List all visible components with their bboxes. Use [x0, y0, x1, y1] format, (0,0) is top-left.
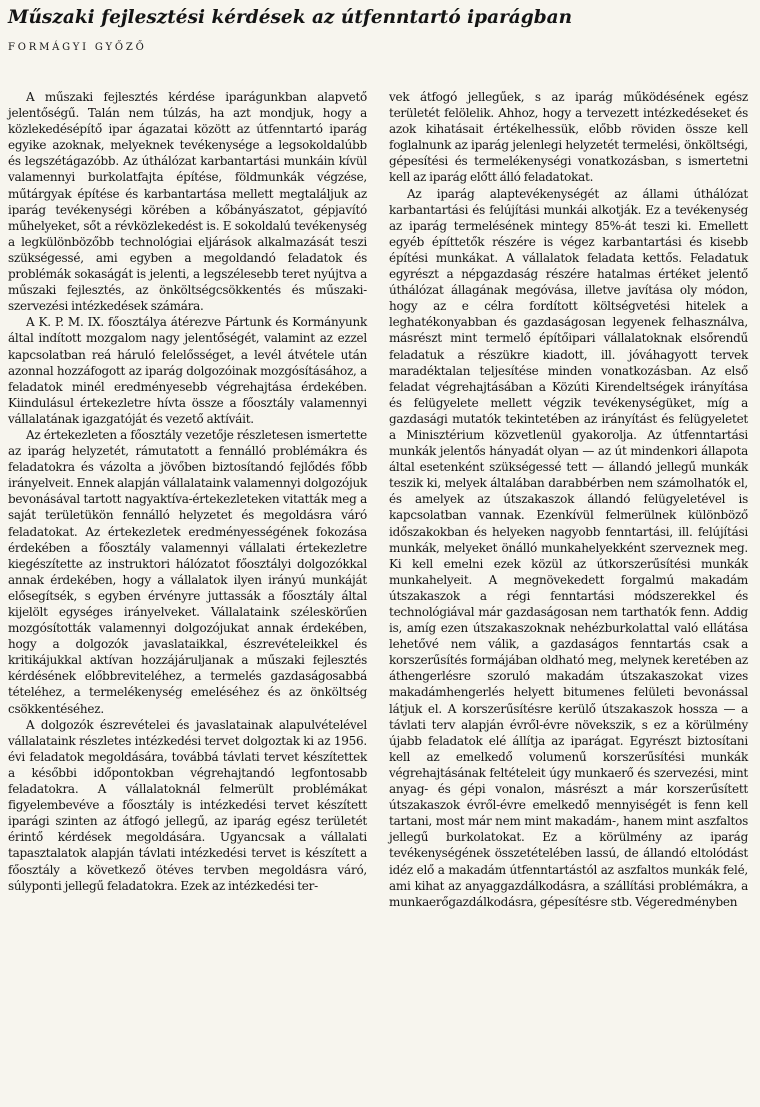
- paragraph: vek átfogó jellegűek, s az iparág működésének egész területét felölelik. Ahhoz, hogy a tervezett intézkedéseket és azok kihatásait értékelhessük, előbb röviden össze kell foglalnunk az iparág jelenlegi helyzetét termelési, önköltségi, gépesítési és termelékenységi vonatkozásban, s ismertetni kell az iparág előtt álló feladatokat.: [389, 90, 748, 185]
- left-column: [8, 89, 367, 910]
- paragraph: Az iparág alaptevékenységét az állami úthálózat karbantartási és felújítási munkái alkotják. Ez a tevékenység az iparág termelésének mintegy 85%-át teszi ki. Emellett egyéb építtetők részére is végez karbantartási és kisebb építési munkákat. A vállalatok feladata kettős. Feladatuk egyrészt a népgazdaság részére hatalmas értéket jelentő úthálózat állagának megóvása, illetve javítása oly módon, hogy az e célra fordított költségvetési hitelek a leghatékonyabban és gazdaságosan legyenek felhasználva, másrészt mint termelő építőipari vállalatoknak elsőrendű feladatuk a részükre kiadott, ill. jóváhagyott tervek maradéktalan teljesítése minden vonatkozásban. Az első feladat végrehajtásában a Közúti Kirendeltségek irányítása és felügyelete mellett végzik tevékenységüket, míg a gazdasági mutatók tekintetében az irányítást és felügyeletet a Minisztérium közvetlenül gyakorolja. Az útfenntartási munkák jelentős hányadát olyan — az út mindenkori állapota által esetenként szükségessé tett — állandó jellegű munkák teszik ki, melyek általában darabbérben nem számolhatók el, és amelyek az útszakaszok állandó felügyeletével is kapcsolatban vannak. Ezenkívül felmerülnek különböző időszakokban és helyeken nagyobb fenntartási, ill. felújítási munkák, melyeket önálló munkahelyekként szerveznek meg. Ki kell emelni ezek közül az útkorszerűsítési munkák munkahelyeit. A megnövekedett forgalmú makadám útszakaszok a régi fenntartási módszerekkel és technológiával már gazdaságosan nem tarthatók fenn. Addig is, amíg ezen útszakaszoknak nehézburkolattal való ellátása lehetővé nem válik, a gazdaságos fenntartás csak a korszerűsítés formájában oldható meg, melynek keretében az áthengerlésre szoruló makadám útszakaszokat vizes makadámhengerlés helyett bitumenes felületi bevonással látjuk el. A korszerűsítésre kerülő útszakaszok hossza — a távlati terv alapján évről-évre növekszik, s ez a körülmény újabb feladatok elé állítja az iparágat. Egyrészt biztosítani kell az emelkedő volumenű korszerűsítési munkák végrehajtásának feltételeit úgy munkaerő és szervezési, mint anyag- és gépi vonalon, másrészt a már korszerűsített útszakaszok évről-évre emelkedő mennyiségét is fenn kell tartani, most már nem mint makadám-, hanem mint aszfaltos jellegű burkolatokat. Ez a körülmény az iparág tevékenységének összetételében lassú, de állandó eltolódást idéz elő a makadám útfenntartástól az aszfaltos munkák felé, ami kihat az anyaggazdálkodásra, a szállítási problémákra, a munkaerőgazdálkodásra, gépesítésre stb. Végeredményben: [389, 186, 748, 909]
- paragraph: A K. P. M. IX. főosztálya átérezve Pártunk és Kormányunk által indított mozgalom nagy jelentőségét, valamint az ezzel kapcsolatban reá háruló felelősséget, a levél átvétele után azonnal hozzáfogott az iparág dolgozóinak mozgósításához, a feladatok minél eredményesebb végrehajtása érdekében. Kiindulásul értekezletre hívta össze a főosztály valamennyi vállalatának igazgatóját és vezető aktíváit.: [8, 315, 367, 426]
- paragraph: A dolgozók észrevételei és javaslatainak alapulvételével vállalataink részletes intézkedési tervet dolgoztak ki az 1956. évi feladatok megoldására, továbbá távlati tervet készítettek a későbbi időpontokban végrehajtandó legfontosabb feladatokra. A vállalatoknál felmerült problémákat figyelembevéve a főosztály is intézkedési tervet készített iparági szinten az átfogó jellegű, az iparág egész területét érintő kérdések megoldására. Ugyancsak a vállalati tapasztalatok alapján távlati intézkedési tervet is készített a főosztály a következő ötéves tervben megoldásra váró, súlyponti jellegű feladatokra. Ezek az intézkedési ter-: [8, 717, 367, 893]
- right-column: [389, 89, 748, 910]
- article-title: Műszaki fejlesztési kérdések az útfenntartó iparágban: [8, 7, 573, 28]
- paragraph: A műszaki fejlesztés kérdése iparágunkban alapvető jelentőségű. Talán nem túlzás, ha azt mondjuk, hogy a közlekedésépítő ipar ágazatai között az útfenntartó iparág egyike azoknak, melyeknek tevékenysége a legsokoldalúbb és legszétágazóbb. Az úthálózat karbantartási munkáin kívül valamennyi burkolatfajta építése, földmunkák végzése, műtárgyak építése és karbantartása mellett megtaláljuk az iparág tevékenységi körében a kőbányászatot, gépjavító műhelyeket, sőt a révközlekedést is. E sokoldalú tevékenység a legkülönbözőbb technológiai eljárások alkalmazását teszi szükségessé, ami egyben a megoldandó feladatok és problémák sokaságát is jelenti, a legszélesebb teret nyújtva a műszaki fejlesztés, az önköltségcsökkentés és műszaki-szervezési intézkedések számára.: [8, 90, 367, 314]
- article-author: FORMÁGYI GYŐZŐ: [8, 42, 147, 53]
- article-body: [8, 89, 748, 910]
- paragraph: Az értekezleten a főosztály vezetője részletesen ismertette az iparág helyzetét, rámutatott a fennálló problémákra és feladatokra és vázolta a jövőben biztosítandó fejlődés főbb irányelveit. Ennek alapján vállalataink valamennyi dolgozójuk bevonásával tartott nagyaktíva-értekezleteken vitatták meg a saját területükön fennálló helyzetet és megoldásra váró feladatokat. Az értekezletek eredményességének fokozása érdekében a főosztály valamennyi vállalati értekezletre kiegészítette az instruktori hálózatot főosztályi dolgozókkal annak érdekében, hogy a vállalatok ilyen irányú munkáját elősegítsék, s egyben érvényre juttassák a főosztály által kijelölt egységes irányelveket. Vállalataink széleskörűen mozgósították valamennyi dolgozójukat annak érdekében, hogy a dolgozók javaslataikkal, észrevételeikkel és kritikájukkal aktívan hozzájáruljanak a műszaki fejlesztés kérdésének előbbreviteléhez, a termelés gazdaságosabbá tételéhez, a termelékenység emeléséhez és az önköltség csökkentéséhez.: [8, 427, 367, 716]
